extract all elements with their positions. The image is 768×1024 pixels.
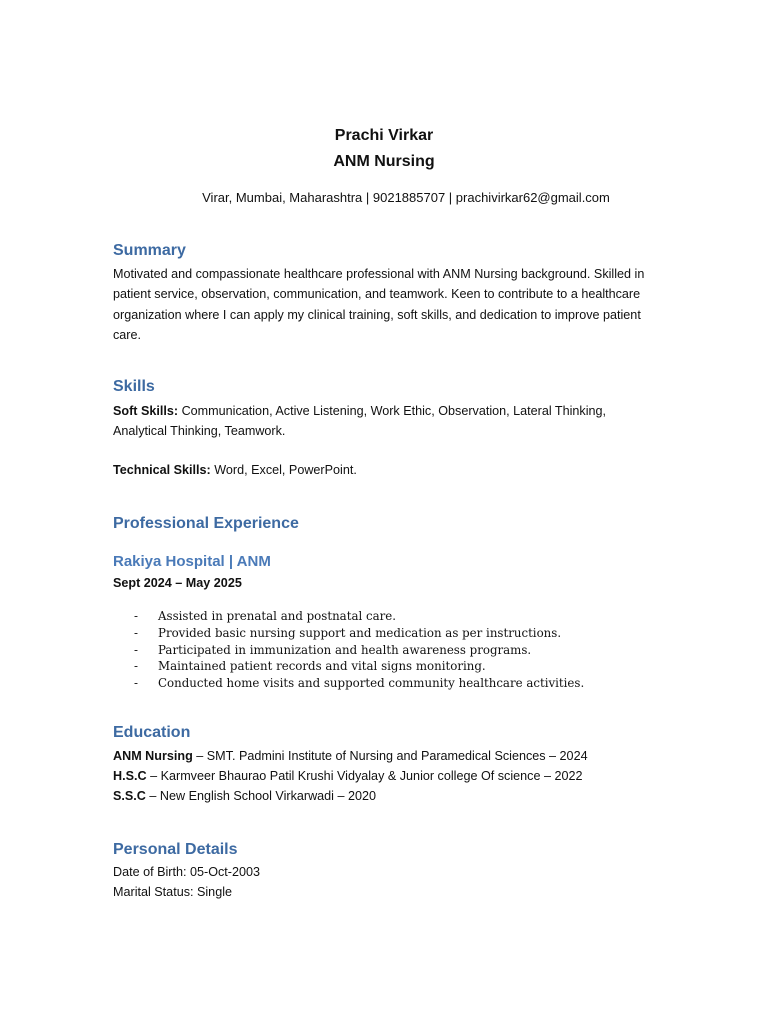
date-of-birth: Date of Birth: 05-Oct-2003 bbox=[113, 865, 260, 879]
candidate-name: Prachi Virkar bbox=[334, 127, 434, 144]
candidate-role: ANM Nursing bbox=[333, 153, 435, 170]
list-item: - Participated in immunization and health awareness programs. bbox=[134, 642, 532, 657]
skills-heading: Skills bbox=[113, 378, 155, 395]
experience-heading: Professional Experience bbox=[113, 515, 299, 532]
marital-status: Marital Status: Single bbox=[113, 885, 232, 899]
experience-company: Rakiya Hospital | ANM bbox=[113, 553, 271, 570]
technical-skills-value: Word, Excel, PowerPoint. bbox=[210, 463, 357, 477]
education-entry: S.S.C – New English School Virkarwadi – 2020 bbox=[113, 789, 376, 803]
bullet-marker: - bbox=[134, 609, 138, 623]
soft-skills bbox=[113, 401, 661, 442]
soft-skills-label: Soft Skills: bbox=[113, 404, 179, 418]
technical-skills bbox=[113, 463, 357, 477]
education-heading: Education bbox=[113, 724, 191, 741]
experience-dates: Sept 2024 – May 2025 bbox=[113, 576, 242, 590]
experience-bullets bbox=[134, 608, 584, 692]
bullet-marker: - bbox=[134, 676, 138, 691]
technical-skills-label: Technical Skills: bbox=[113, 463, 211, 477]
soft-skills-value: Communication, Active Listening, Work Ethic, Observation, Lateral Thinking, Analytical Thinking, Teamwork. bbox=[113, 404, 607, 439]
contact-line: Virar, Mumbai, Maharashtra | 9021885707 | prachivirkar62@gmail.com bbox=[202, 190, 610, 205]
education-entry: ANM Nursing – SMT. Padmini Institute of Nursing and Paramedical Sciences – 2024 bbox=[113, 749, 588, 763]
bullet-marker: - bbox=[134, 625, 138, 640]
education-entry: H.S.C – Karmveer Bhaurao Patil Krushi Vidyalay & Junior college Of science – 2022 bbox=[113, 769, 583, 783]
list-item: - Maintained patient records and vital signs monitoring. bbox=[134, 659, 486, 674]
personal-heading: Personal Details bbox=[113, 841, 238, 858]
list-item: - Conducted home visits and supported community healthcare activities. bbox=[134, 676, 585, 691]
bullet-marker: - bbox=[134, 659, 138, 674]
summary-heading: Summary bbox=[113, 242, 186, 259]
summary-text: Motivated and compassionate healthcare professional with ANM Nursing background. Skilled in patient service, observation, communication, and teamwork. Keen to contribute to a healthcare organization where I can apply my clinical training, soft skills, and dedication to improve patient care. bbox=[113, 267, 645, 342]
list-item: - Assisted in prenatal and postnatal care. bbox=[134, 609, 397, 623]
bullet-marker: - bbox=[134, 642, 138, 657]
list-item: - Provided basic nursing support and medication as per instructions. bbox=[134, 625, 562, 640]
